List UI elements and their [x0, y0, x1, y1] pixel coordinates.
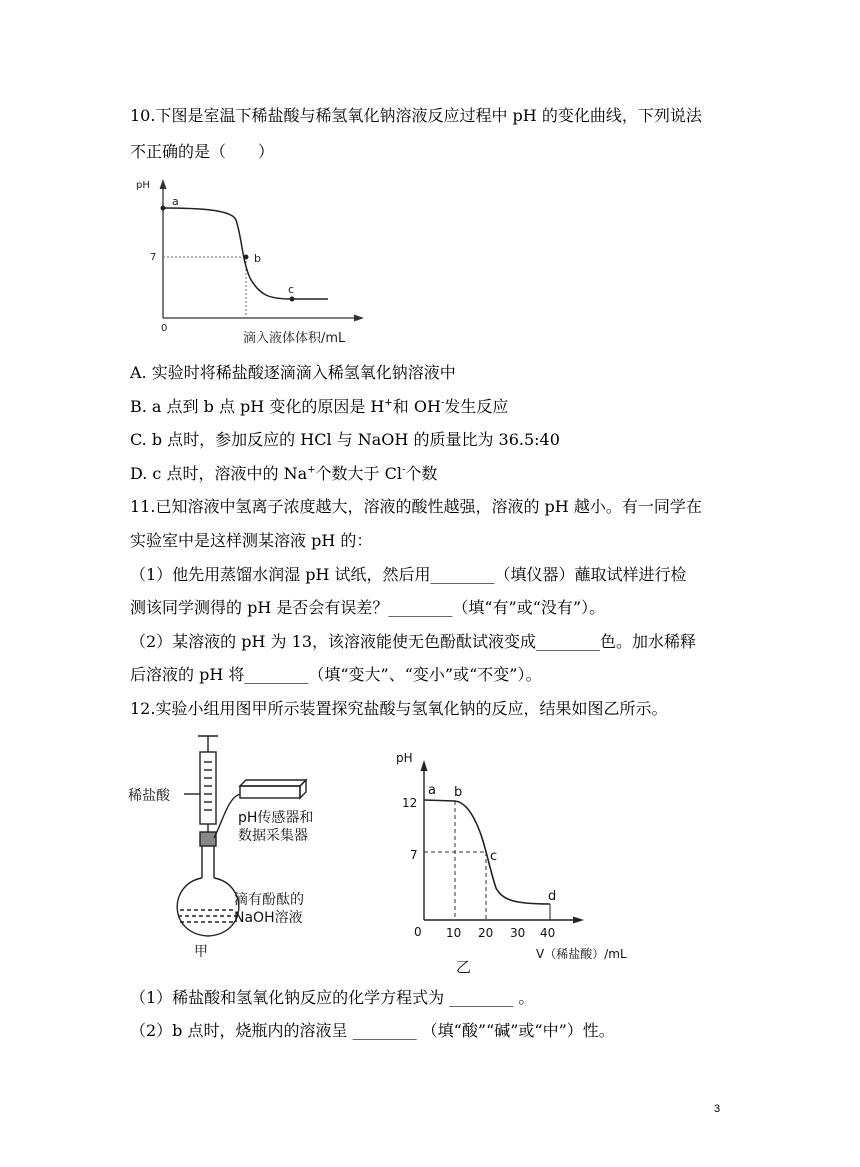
q10-y-axis-arrow: [160, 179, 167, 189]
q12-point-b-label: b: [454, 785, 463, 800]
page-number: 3: [714, 1103, 721, 1115]
q10-option-c: C. b 点时，参加反应的 HCl 与 NaOH 的质量比为 36.5:40: [130, 430, 560, 449]
q10-point-b: [244, 255, 249, 260]
q10-option-d-text: D. c 点时，溶液中的 Na: [130, 464, 308, 483]
q12-point-a-label: a: [428, 783, 436, 798]
q12-y-tick-7: 7: [410, 848, 418, 862]
q10-y-tick-7: 7: [150, 252, 157, 263]
q12-y-tick-12: 12: [402, 796, 418, 810]
stopper: [200, 832, 216, 846]
q12-stem: 12.实验小组用图甲所示装置探究盐酸与氢氧化钠的反应，结果如图乙所示。: [130, 699, 668, 718]
q11-line6: 后溶液的 pH 将________（填“变大”、“变小”或“不变”）。: [130, 665, 542, 684]
q10-stem-line1: 10.下图是室温下稀盐酸与稀氢氧化钠溶液反应过程中 pH 的变化曲线，下列说法: [130, 106, 702, 125]
burette-barrel: [200, 752, 216, 824]
q10-y-axis-label: pH: [136, 180, 150, 191]
q12-solution-label-1: 滴有酚酞的: [234, 892, 304, 908]
q10-option-d-sup-minus: -: [401, 464, 406, 476]
q11-line4: 测该同学测得的 pH 是否会有误差？________（填“有”或“没有”）。: [130, 598, 606, 617]
q10-stem-line2: 不正确的是（ ）: [130, 142, 275, 161]
q12-x-axis-arrow: [573, 917, 584, 924]
q12-x-tick-30: 30: [510, 926, 526, 940]
q10-option-b: [130, 397, 508, 417]
q11-line5: （2）某溶液的 pH 为 13，该溶液能使无色酚酞试液变成________色。加水稀释: [130, 632, 696, 651]
q12-graph-caption: 乙: [456, 958, 472, 976]
q10-option-b-text-end: 发生反应: [444, 397, 509, 416]
q12-ph-curve: [424, 800, 550, 904]
q10-option-b-sup-plus: +: [384, 397, 393, 409]
q12-sensor-label-1: pH传感器和: [238, 810, 314, 826]
q12-x-tick-40: 40: [540, 926, 556, 940]
sensor-box-top: [240, 780, 306, 786]
q10-option-d-sup-plus: +: [307, 464, 316, 476]
flask-bulb: [177, 878, 239, 936]
q11-line3: （1）他先用蒸馏水润湿 pH 试纸，然后用________（填仪器）蘸取试样进行检: [130, 565, 687, 584]
q10-option-d-text-mid: 个数大于 Cl: [315, 464, 402, 483]
q10-ph-figure: [132, 168, 372, 350]
q12-x-tick-10: 10: [446, 926, 462, 940]
q11-line2: 实验室中是这样测某溶液 pH 的：: [130, 531, 373, 550]
q10-point-a-label: a: [172, 195, 179, 208]
q12-point-d-label: d: [548, 889, 557, 904]
q12-y-axis-label: pH: [396, 751, 413, 765]
q12-y-axis-arrow: [421, 760, 428, 771]
q12-x-tick-20: 20: [478, 926, 494, 940]
q12-apparatus-caption: 甲: [194, 944, 208, 960]
q10-option-b-text: B. a 点到 b 点 pH 变化的原因是 H: [130, 397, 385, 416]
sensor-box-front: [240, 786, 300, 798]
q10-option-b-sup-minus: -: [440, 397, 445, 409]
q10-option-d-text-end: 个数: [405, 464, 438, 483]
q10-origin-label: 0: [161, 323, 168, 334]
q12-point-c-label: c: [490, 849, 498, 864]
q10-point-a: [161, 206, 166, 211]
q10-option-b-text-mid: 和 OH: [392, 397, 441, 416]
q12-sub1: （1）稀盐酸和氢氧化钠反应的化学方程式为 ________ 。: [130, 988, 535, 1007]
q12-ph-graph: [396, 744, 656, 976]
sensor-box-side: [300, 780, 306, 798]
q10-point-c-label: c: [288, 283, 295, 296]
q12-acid-label: 稀盐酸: [128, 788, 170, 804]
sensor-cable: [214, 794, 240, 838]
q11-line1: 11.已知溶液中氢离子浓度越大，溶液的酸性越强，溶液的 pH 越小。有一同学在: [130, 497, 702, 516]
q10-x-axis-arrow: [354, 315, 364, 322]
q10-point-c: [290, 297, 295, 302]
q12-sensor-label-2: 数据采集器: [238, 828, 308, 844]
q10-point-b-label: b: [254, 252, 261, 265]
q12-solution-label-2: NaOH溶液: [234, 910, 303, 926]
q12-x-axis-label: V（稀盐酸）/mL: [536, 947, 627, 961]
q12-origin-label: 0: [414, 925, 422, 939]
q12-apparatus-figure: [128, 728, 338, 960]
q12-sub2: （2）b 点时，烧瓶内的溶液呈 ________ （填“酸”“碱”或“中”）性。: [130, 1021, 615, 1040]
q10-option-d: [130, 464, 437, 484]
q10-option-a: A. 实验时将稀盐酸逐滴滴入稀氢氧化钠溶液中: [130, 363, 456, 382]
q10-x-axis-label: 滴入液体体积/mL: [243, 331, 346, 346]
